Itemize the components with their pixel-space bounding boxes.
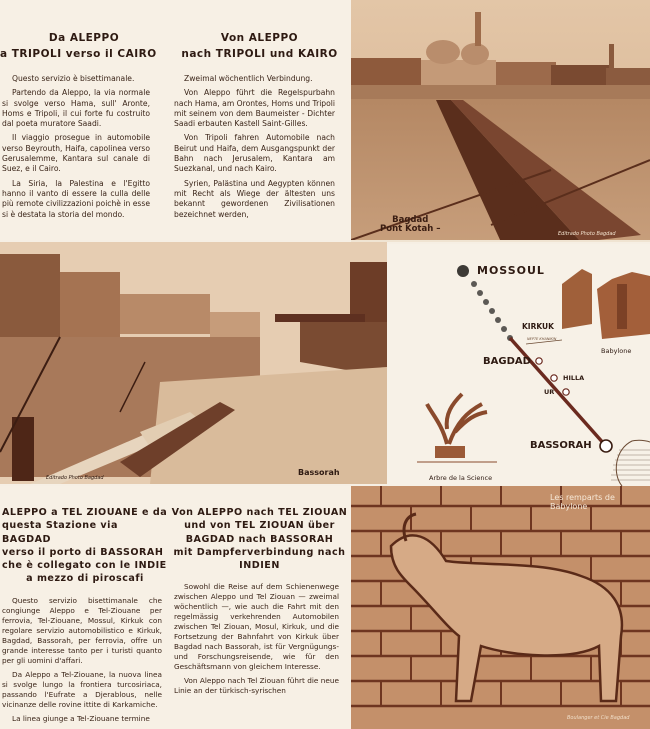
paragraph: Von Tripoli fahren Automobile nach Beirut und Haifa, dem Ausgangspunkt der Bahn nach Jerusalem, Kantara am Suezkanal, und nach Kairo. xyxy=(174,133,335,174)
city-label-ur: UR xyxy=(544,388,555,396)
bassorah-station-icon xyxy=(600,440,612,452)
paragraph: Von Aleppo führt die Regelspurbahn nach Hama, am Orontes, Homs und Tripoli mit seinem von dem Baumeister - Dichter Saadi erbauten Kastell Saint-Gilles. xyxy=(174,88,335,129)
city-label-hilla: HILLA xyxy=(563,374,585,382)
railway-line xyxy=(510,338,605,445)
panel-italian-tripoli xyxy=(0,0,168,240)
bassorah-photo-credit: Editrado Photo Bagdad xyxy=(46,475,104,481)
panel-german-tripoli xyxy=(168,0,351,240)
bagdad-bridge-image xyxy=(351,0,650,242)
title-line: ALEPPO a TEL ZIOUANE e da xyxy=(2,507,168,518)
city-label-kirkuk: KIRKUK xyxy=(522,322,554,331)
panel-german-bassorah xyxy=(168,486,351,729)
caption-line: Pont Kotah – xyxy=(380,224,441,234)
bassorah-caption: Bassorah xyxy=(298,468,340,477)
photo-bassorah xyxy=(0,242,387,484)
photo-babylon-walls xyxy=(351,486,650,729)
photo-bagdad-bridge xyxy=(351,0,650,242)
route-map xyxy=(387,244,650,486)
title-line: INDIEN xyxy=(239,560,280,572)
mossoul-marker xyxy=(457,265,469,277)
caption-line: Bagdad xyxy=(392,215,429,225)
paragraph: Da Aleppo a Tel-Ziouane, la nuova linea si svolge lungo la frontiera turcosiriaca, passando l'Eufrate a Djerablous, nelle vicinanze delle rovine ittite di Karkamiche. xyxy=(2,669,162,709)
tree-label: Arbre de la Science xyxy=(429,474,493,482)
paragraph: Questo servizio bisettimanale che congiunge Aleppo e Tel-Ziouane per ferrovia, Tel-Ziouane, Mossul, Kirkuk con regolare servizio automobilistico e Kirkuk, Bagdad, Bassorah, per ferrovia, offre un grande interesse tanto per i turisti quanto per gli uomini d'affari. xyxy=(2,595,162,665)
title-line: a TRIPOLI verso il CAIRO xyxy=(0,48,157,60)
hilla-station-icon xyxy=(551,375,557,381)
title-line: Da ALEPPO xyxy=(48,32,120,44)
ur-station-icon xyxy=(563,389,569,395)
paragraph: Partendo da Aleppo, la via normale si svolge verso Hama, sull' Aronte, Homs e Tripoli, il cui forte fu costruito dal poeta muratore Saadi. xyxy=(2,88,150,129)
title-line: a mezzo di piroscafi xyxy=(26,573,144,585)
paragraph: Von Aleppo nach Tel Ziouan führt die neue Linie an der türkisch-syrischen xyxy=(174,676,339,696)
river-label: NEPTE KHANIKIN xyxy=(527,337,557,341)
babylone-label: Babylone xyxy=(601,347,632,355)
city-label-mossoul: MOSSOUL xyxy=(477,264,545,277)
city-label-bagdad: BAGDAD xyxy=(483,356,531,367)
bagdad-station-icon xyxy=(536,358,542,364)
title-line: Von ALEPPO xyxy=(220,32,299,44)
bagdad-photo-credit: Editrado Photo Bagdad xyxy=(558,231,616,237)
title-line: verso il porto di BASSORAH xyxy=(2,546,164,558)
babylon-wall-image xyxy=(351,486,650,729)
paragraph: La linea giunge a Tel-Ziouane termine xyxy=(12,713,150,723)
paragraph: Syrien, Palästina und Aegypten können mit Recht als Wiege der ältesten uns bekannt gewordenen Zivilisationen bezeichnet werden, xyxy=(174,178,335,219)
bassorah-image xyxy=(0,242,387,484)
paragraph: Il viaggio prosegue in automobile verso Beyrouth, Haifa, capolinea verso Gerusalemme, Kantara sul canale di Suez, e il Cairo. xyxy=(2,133,150,174)
paragraph: Zweimal wöchentlich Verbindung. xyxy=(184,74,313,83)
city-label-bassorah: BASSORAH xyxy=(530,440,592,451)
panel-italian-bassorah xyxy=(0,486,168,729)
paragraph: Questo servizio è bisettimanale. xyxy=(12,74,135,83)
babylon-caption: Les remparts de Babylone xyxy=(550,493,615,511)
title-line: und von TEL ZIOUAN über xyxy=(184,520,335,532)
bagdad-caption xyxy=(380,216,440,234)
title-line: che è collegato con le INDIE xyxy=(2,560,167,572)
paragraph: Sowohl die Reise auf dem Schienenwege zwischen Aleppo und Tel Ziouan — zweimal wöchentlich —, wie auch die Fahrt mit den regelmässig verkehrenden Automobilen zwischen Tel Ziouan, Mosul, Kirkuk, und die Fortsetzung der Bahnfahrt von Kirkuk über Bagdad nach Bassorah, ist für Vergnügungs- und Forschungsreisende, wie für den Geschäftsmann von gleichem Interesse. xyxy=(174,582,339,672)
title-line: Von ALEPPO nach TEL ZIOUAN xyxy=(171,507,348,518)
title-line: questa Stazione via BAGDAD xyxy=(2,520,118,545)
paragraph: La Siria, la Palestina e l'Egitto hanno il vanto di essere la culla delle più remote civilizzazioni poichè in esse si è destata la storia del mondo. xyxy=(2,178,150,219)
title-line: BAGDAD nach BASSORAH xyxy=(185,533,334,545)
babylon-photo-credit: Boulanger et Cie Bagdad xyxy=(567,715,630,721)
title-line: mit Dampferverbindung nach xyxy=(173,546,346,558)
title-line: nach TRIPOLI und KAIRO xyxy=(181,48,338,60)
